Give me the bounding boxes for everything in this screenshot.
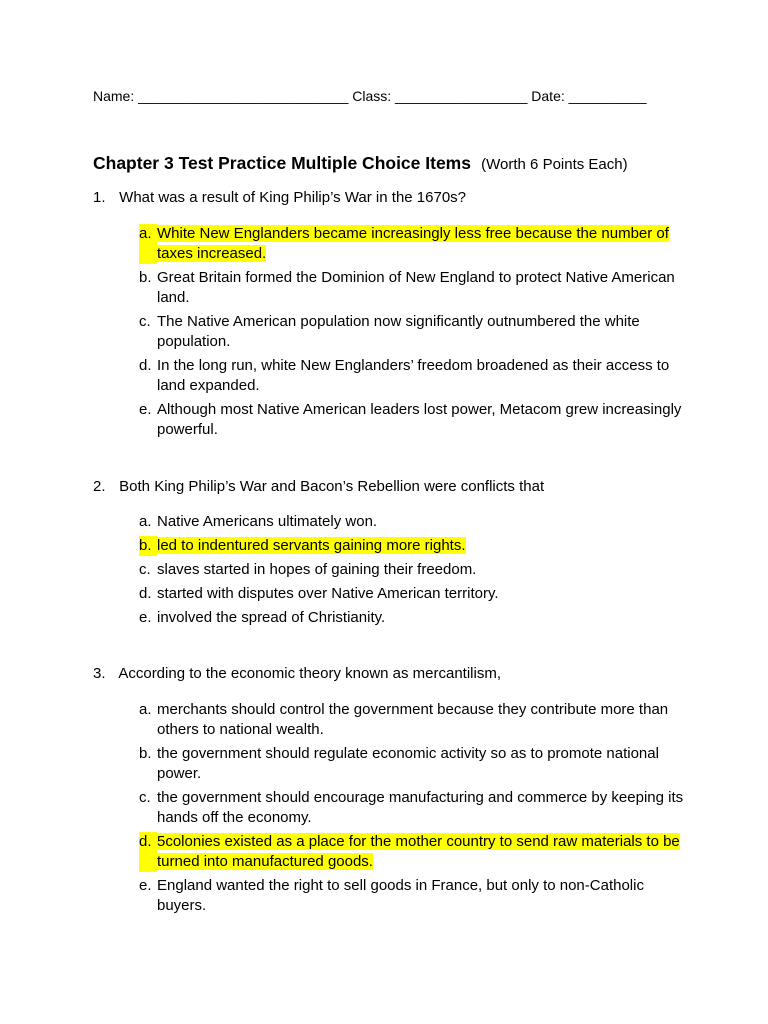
choice-1a [139,224,684,264]
choice-letter: d. [139,832,157,872]
question-number: 3. [93,665,106,682]
question-1 [93,188,466,208]
choice-2d [139,584,684,604]
choice-text: Native Americans ultimately won. [157,513,378,530]
choice-text: Although most Native American leaders lost power, Metacom grew increasingly powerful. [157,401,682,438]
choice-text: slaves started in hopes of gaining their freedom. [157,561,477,578]
question-text: What was a result of King Philip’s War in the 1670s? [119,189,467,206]
choice-1e [139,400,684,440]
choice-letter: e. [139,877,152,894]
question-2 [93,477,544,497]
choice-2b [139,536,684,556]
choice-2c [139,560,684,580]
choice-letter: a. [139,513,152,530]
question-text: Both King Philip’s War and Bacon’s Rebellion were conflicts that [119,478,545,495]
page-title: Chapter 3 Test Practice Multiple Choice Items [93,153,471,173]
choice-text: The Native American population now significantly outnumbered the white population. [157,313,640,350]
choice-3a [139,700,684,740]
choice-3d [139,832,684,872]
choice-letter: d. [139,357,152,374]
question-2-choices [139,512,684,632]
choice-letter: d. [139,585,152,602]
choice-text: England wanted the right to sell goods in France, but only to non-Catholic buyers. [157,877,644,914]
choice-3e [139,876,684,916]
question-text: According to the economic theory known as mercantilism, [118,665,502,682]
choice-text: White New Englanders became increasingly less free because the number of taxes increased. [157,225,669,262]
question-number: 2. [93,478,106,495]
choice-letter: c. [139,313,151,330]
choice-text: the government should encourage manufacturing and commerce by keeping its hands off the economy. [157,789,684,826]
choice-1b [139,268,684,308]
choice-letter: a. [139,701,152,718]
choice-letter: b. [139,536,157,556]
question-number: 1. [93,189,106,206]
choice-letter: b. [139,745,152,762]
choice-letter: c. [139,789,151,806]
choice-text: merchants should control the government because they contribute more than others to national wealth. [157,701,669,738]
choice-3c [139,788,684,828]
title-row [93,153,628,174]
choice-2e [139,608,684,628]
choice-text: involved the spread of Christianity. [157,609,386,626]
choice-letter: e. [139,609,152,626]
choice-text: led to indentured servants gaining more rights. [157,537,466,554]
page-subtitle: (Worth 6 Points Each) [481,156,628,173]
choice-letter: c. [139,561,151,578]
choice-text: the government should regulate economic activity so as to promote national power. [157,745,659,782]
choice-text: Great Britain formed the Dominion of New England to protect Native American land. [157,269,675,306]
question-3-choices [139,700,684,920]
choice-1c [139,312,684,352]
question-1-choices [139,224,684,444]
choice-letter: e. [139,401,152,418]
choice-text: 5colonies existed as a place for the mother country to send raw materials to be turned into manufactured goods. [157,833,680,870]
choice-text: started with disputes over Native American territory. [157,585,499,602]
choice-letter: a. [139,224,157,264]
choice-letter: b. [139,269,152,286]
choice-text: In the long run, white New Englanders’ freedom broadened as their access to land expanded. [157,357,670,394]
choice-3b [139,744,684,784]
name-class-date-line: Name: ___________________________ Class: _________________ Date: __________ [93,88,647,104]
choice-1d [139,356,684,396]
choice-2a [139,512,684,532]
question-3 [93,664,501,684]
